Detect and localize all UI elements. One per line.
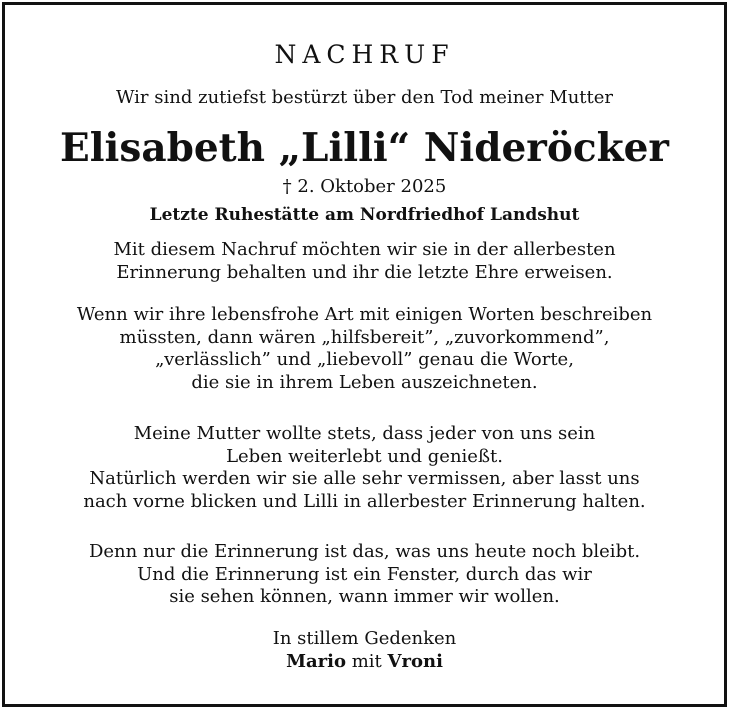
paragraph-3: [5, 423, 724, 513]
paragraph-1: [5, 239, 724, 284]
closing-block: [5, 628, 724, 673]
paragraph-line: Wenn wir ihre lebensfrohe Art mit einigen Worten beschreiben: [76, 304, 653, 325]
signer-connector: mit: [351, 650, 382, 672]
paragraph-4: [5, 541, 724, 609]
paragraph-line: Natürlich werden wir sie alle sehr vermissen, aber lasst uns: [89, 468, 640, 489]
paragraph-line: Und die Erinnerung ist ein Fenster, durch das wir: [137, 563, 592, 585]
resting-place: Letzte Ruhestätte am Nordfriedhof Landshut: [149, 205, 580, 225]
paragraph-2: [5, 304, 724, 394]
paragraph-line: Mit diesem Nachruf möchten wir sie in der allerbesten: [113, 239, 616, 260]
obituary-notice: [2, 2, 727, 707]
paragraph-line: Denn nur die Erinnerung ist das, was uns heute noch bleibt.: [88, 541, 641, 562]
paragraph-line: Erinnerung behalten und ihr die letzte Ehre erweisen.: [116, 261, 613, 283]
deceased-name: Elisabeth „Lilli“ Nideröcker: [60, 125, 669, 171]
intro-text: Wir sind zutiefst bestürzt über den Tod meiner Mutter: [115, 87, 614, 108]
paragraph-line: „verlässlich” und „liebevoll” genau die Worte,: [155, 349, 574, 370]
paragraph-line: Leben weiterlebt und genießt.: [226, 445, 503, 467]
signer-name: Mario: [286, 650, 346, 672]
closing-line: In stillem Gedenken: [272, 628, 457, 649]
notice-heading: NACHRUF: [274, 40, 455, 69]
signer-name: Vroni: [387, 650, 443, 672]
paragraph-line: sie sehen können, wann immer wir wollen.: [169, 586, 560, 607]
paragraph-line: nach vorne blicken und Lilli in allerbester Erinnerung halten.: [83, 490, 646, 512]
signature-line: [5, 651, 724, 674]
paragraph-line: müssten, dann wären „hilfsbereit”, „zuvorkommend”,: [119, 326, 610, 348]
death-date: † 2. Oktober 2025: [282, 176, 447, 197]
paragraph-line: die sie in ihrem Leben auszeichneten.: [191, 371, 538, 393]
paragraph-line: Meine Mutter wollte stets, dass jeder von uns sein: [133, 423, 596, 444]
